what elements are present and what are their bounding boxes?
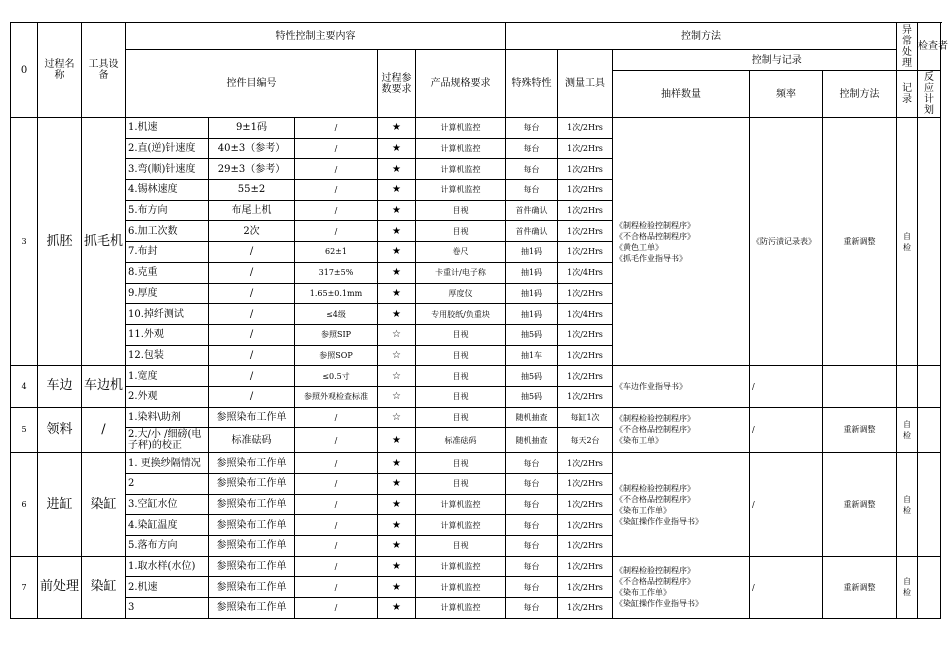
measure-tool: 计算机监控 (416, 598, 506, 619)
header-row-no: 0 (11, 23, 38, 118)
process-param: 9±1码 (209, 118, 295, 139)
frequency: 1次/2Hrs (558, 453, 613, 474)
header-process-name: 过程名称 (38, 23, 82, 118)
item-no: 8.克重 (126, 262, 209, 283)
control-method: 《制程检验控制程序》 《不合格品控制程序》 《黄色工单》 《抓毛作业指导书》 (613, 118, 750, 366)
process-param: 参照染布工作单 (209, 474, 295, 495)
measure-tool: 目视 (416, 200, 506, 221)
product-spec: 参照SOP (295, 345, 378, 366)
item-no: 2.外观 (126, 386, 209, 407)
product-spec: / (295, 494, 378, 515)
process-param: 29±3（参考） (209, 159, 295, 180)
item-no: 2.机速 (126, 577, 209, 598)
frequency: 1次/2Hrs (558, 180, 613, 201)
section-tool: 染缸 (82, 453, 126, 556)
process-param: 参照染布工作单 (209, 407, 295, 428)
record: / (750, 366, 823, 407)
item-no: 2 (126, 474, 209, 495)
sample-qty: 抽5码 (506, 366, 558, 387)
item-no: 7.布封 (126, 242, 209, 263)
frequency: 每缸1次 (558, 407, 613, 428)
measure-tool: 目视 (416, 386, 506, 407)
process-param: / (209, 304, 295, 325)
section-process: 进缸 (38, 453, 82, 556)
special-mark: ☆ (378, 345, 416, 366)
process-param: 40±3（参考） (209, 138, 295, 159)
frequency: 1次/2Hrs (558, 242, 613, 263)
measure-tool: 标准砝码 (416, 428, 506, 453)
special-mark: ★ (378, 556, 416, 577)
table-row (11, 453, 941, 474)
measure-tool: 计算机监控 (416, 515, 506, 536)
special-mark: ☆ (378, 407, 416, 428)
measure-tool: 计算机监控 (416, 180, 506, 201)
section-no: 4 (11, 366, 38, 407)
operator-check-label: 自检 (903, 419, 911, 440)
process-param: / (209, 366, 295, 387)
sample-qty: 抽1车 (506, 345, 558, 366)
section-no: 3 (11, 118, 38, 366)
section-no: 7 (11, 556, 38, 618)
table-row (11, 556, 941, 577)
reaction-plan (823, 366, 897, 407)
header-record: 记录 (897, 71, 918, 118)
record: / (750, 453, 823, 556)
frequency: 1次/2Hrs (558, 515, 613, 536)
process-param: / (209, 262, 295, 283)
section-tool: / (82, 407, 126, 453)
reaction-plan: 重新调整 (823, 407, 897, 453)
process-param: 参照染布工作单 (209, 536, 295, 557)
section-process: 领料 (38, 407, 82, 453)
process-param: 参照染布工作单 (209, 556, 295, 577)
sample-qty: 抽1码 (506, 242, 558, 263)
sample-qty: 每台 (506, 138, 558, 159)
process-param: 布尾上机 (209, 200, 295, 221)
measure-tool: 卡重计/电子称 (416, 262, 506, 283)
product-spec: / (295, 474, 378, 495)
product-spec: ≤0.5寸 (295, 366, 378, 387)
frequency: 1次/2Hrs (558, 598, 613, 619)
measure-tool: 目视 (416, 453, 506, 474)
sample-qty: 首件确认 (506, 200, 558, 221)
item-no: 1. 更换纱隔情况 (126, 453, 209, 474)
special-mark: ★ (378, 180, 416, 201)
sample-qty: 随机抽查 (506, 407, 558, 428)
process-param: / (209, 386, 295, 407)
item-no: 1.机速 (126, 118, 209, 139)
process-param: / (209, 242, 295, 263)
sample-qty: 随机抽查 (506, 428, 558, 453)
sample-qty: 每台 (506, 577, 558, 598)
measure-tool: 目视 (416, 366, 506, 387)
process-param: 参照染布工作单 (209, 515, 295, 536)
reaction-plan: 重新调整 (823, 556, 897, 618)
process-param: / (209, 345, 295, 366)
section-tool: 车边机 (82, 366, 126, 407)
measure-tool: 计算机监控 (416, 159, 506, 180)
header-measure-tool: 测量工具 (558, 50, 613, 118)
sample-qty: 每台 (506, 118, 558, 139)
process-param: / (209, 283, 295, 304)
patrol-check (918, 453, 941, 556)
process-param: 2次 (209, 221, 295, 242)
special-mark: ★ (378, 200, 416, 221)
product-spec: / (295, 159, 378, 180)
measure-tool: 计算机监控 (416, 577, 506, 598)
item-no: 3.空缸水位 (126, 494, 209, 515)
reaction-plan: 重新调整 (823, 118, 897, 366)
table-row (11, 366, 941, 387)
frequency: 1次/2Hrs (558, 221, 613, 242)
sample-qty: 每台 (506, 474, 558, 495)
product-spec: / (295, 453, 378, 474)
header-inspector: 检查者 (918, 23, 941, 71)
patrol-check (918, 366, 941, 407)
special-mark: ★ (378, 283, 416, 304)
process-param: 标准砝码 (209, 428, 295, 453)
product-spec: / (295, 556, 378, 577)
frequency: 每天2台 (558, 428, 613, 453)
table-row (11, 118, 941, 139)
process-param: 55±2 (209, 180, 295, 201)
section-process: 前处理 (38, 556, 82, 618)
frequency: 1次/2Hrs (558, 494, 613, 515)
sample-qty: 每台 (506, 598, 558, 619)
special-mark: ★ (378, 138, 416, 159)
item-no: 1.取水样(水位) (126, 556, 209, 577)
header-sample-qty: 抽样数量 (613, 71, 750, 118)
header-product-spec: 产品规格要求 (416, 50, 506, 118)
header-anomaly: 异常处理 (897, 23, 918, 71)
item-no: 9.厚度 (126, 283, 209, 304)
control-method: 《制程检验控制程序》 《不合格品控制程序》 《染布工作单》 《染缸操作作业指导书》 (613, 556, 750, 618)
item-no: 2.大/小 /细磅(电子秤)的校正 (126, 428, 209, 453)
special-mark: ★ (378, 598, 416, 619)
header-frequency: 频率 (750, 71, 823, 118)
measure-tool: 目视 (416, 324, 506, 345)
operator-check (897, 453, 918, 556)
section-tool: 抓毛机 (82, 118, 126, 366)
control-plan-sheet (10, 22, 948, 672)
measure-tool: 目视 (416, 536, 506, 557)
frequency: 1次/2Hrs (558, 577, 613, 598)
sample-qty: 每台 (506, 515, 558, 536)
control-method: 《制程检验控制程序》 《不合格品控制程序》 《染布工作单》 《染缸操作作业指导书》 (613, 453, 750, 556)
special-mark: ★ (378, 262, 416, 283)
sample-qty: 抽5码 (506, 386, 558, 407)
item-no: 12.包装 (126, 345, 209, 366)
special-mark: ★ (378, 221, 416, 242)
patrol-check (918, 556, 941, 618)
sample-qty: 每台 (506, 180, 558, 201)
operator-check-label: 自检 (903, 494, 911, 515)
item-no: 4.锡林速度 (126, 180, 209, 201)
special-mark: ★ (378, 118, 416, 139)
control-method: 《车边作业指导书》 (613, 366, 750, 407)
item-no: 5.落布方向 (126, 536, 209, 557)
item-no: 2.直(逆)针速度 (126, 138, 209, 159)
product-spec: / (295, 428, 378, 453)
sample-qty: 抽1码 (506, 262, 558, 283)
frequency: 1次/2Hrs (558, 536, 613, 557)
product-spec: 317±5% (295, 262, 378, 283)
product-spec: / (295, 598, 378, 619)
process-param: 参照染布工作单 (209, 577, 295, 598)
measure-tool: 卷尺 (416, 242, 506, 263)
section-process: 抓胚 (38, 118, 82, 366)
frequency: 1次/2Hrs (558, 118, 613, 139)
operator-check (897, 118, 918, 366)
special-mark: ★ (378, 474, 416, 495)
sample-qty: 抽1码 (506, 283, 558, 304)
product-spec: 1.65±0.1mm (295, 283, 378, 304)
item-no: 10.掉纤测试 (126, 304, 209, 325)
special-mark: ☆ (378, 324, 416, 345)
measure-tool: 目视 (416, 407, 506, 428)
sample-qty: 每台 (506, 159, 558, 180)
measure-tool: 目视 (416, 474, 506, 495)
item-no: 5.布方向 (126, 200, 209, 221)
product-spec: / (295, 180, 378, 201)
special-mark: ★ (378, 159, 416, 180)
frequency: 1次/4Hrs (558, 262, 613, 283)
measure-tool: 厚度仪 (416, 283, 506, 304)
section-no: 6 (11, 453, 38, 556)
special-mark: ★ (378, 515, 416, 536)
measure-tool: 专用胶纸/负重块 (416, 304, 506, 325)
process-param: 参照染布工作单 (209, 494, 295, 515)
special-mark: ☆ (378, 366, 416, 387)
header-characteristics-group: 特性控制主要内容 (126, 23, 506, 50)
product-spec: 参照外观检查标准 (295, 386, 378, 407)
operator-check-label: 自检 (903, 577, 911, 598)
operator-check-label: 自检 (903, 231, 911, 252)
header-tool-equipment: 工具设备 (82, 23, 126, 118)
operator-check (897, 366, 918, 407)
measure-tool: 计算机监控 (416, 118, 506, 139)
measure-tool: 目视 (416, 221, 506, 242)
special-mark: ★ (378, 242, 416, 263)
product-spec: / (295, 200, 378, 221)
patrol-check (918, 407, 941, 453)
control-method: 《制程检验控制程序》 《不合格品控制程序》 《染布工单》 (613, 407, 750, 453)
frequency: 1次/2Hrs (558, 159, 613, 180)
sample-qty: 每台 (506, 556, 558, 577)
sample-qty: 每台 (506, 494, 558, 515)
header-control-method-group: 控制方法 (506, 23, 897, 50)
item-no: 3.弯(顺)针速度 (126, 159, 209, 180)
special-mark: ★ (378, 304, 416, 325)
product-spec: 参照SIP (295, 324, 378, 345)
control-plan-table (10, 22, 948, 619)
record: / (750, 556, 823, 618)
sample-qty: 抽1码 (506, 304, 558, 325)
product-spec: / (295, 515, 378, 536)
sample-qty: 每台 (506, 536, 558, 557)
sample-qty: 每台 (506, 453, 558, 474)
frequency: 1次/2Hrs (558, 283, 613, 304)
table-row (11, 407, 941, 428)
section-process: 车边 (38, 366, 82, 407)
measure-tool: 计算机监控 (416, 494, 506, 515)
special-mark: ★ (378, 453, 416, 474)
header-control-record-group: 控制与记录 (613, 50, 941, 71)
special-mark: ★ (378, 494, 416, 515)
product-spec: / (295, 407, 378, 428)
patrol-check (918, 118, 941, 366)
record: 《防污渍记录表》 (750, 118, 823, 366)
section-no: 5 (11, 407, 38, 453)
product-spec: 62±1 (295, 242, 378, 263)
process-param: 参照染布工作单 (209, 453, 295, 474)
frequency: 1次/2Hrs (558, 556, 613, 577)
header-control-method: 控制方法 (823, 71, 897, 118)
frequency: 1次/2Hrs (558, 345, 613, 366)
product-spec: / (295, 536, 378, 557)
special-mark: ★ (378, 577, 416, 598)
header-reaction-plan: 反应计划 (918, 71, 941, 118)
item-no: 11.外观 (126, 324, 209, 345)
frequency: 1次/2Hrs (558, 386, 613, 407)
measure-tool: 计算机监控 (416, 138, 506, 159)
product-spec: / (295, 577, 378, 598)
reaction-plan: 重新调整 (823, 453, 897, 556)
frequency: 1次/4Hrs (558, 304, 613, 325)
item-no: 3 (126, 598, 209, 619)
special-mark: ★ (378, 536, 416, 557)
process-param: / (209, 324, 295, 345)
sample-qty: 首件确认 (506, 221, 558, 242)
operator-check (897, 407, 918, 453)
item-no: 4.染缸温度 (126, 515, 209, 536)
record: / (750, 407, 823, 453)
item-no: 1.宽度 (126, 366, 209, 387)
measure-tool: 计算机监控 (416, 556, 506, 577)
product-spec: ≤4级 (295, 304, 378, 325)
item-no: 1.染料\助剂 (126, 407, 209, 428)
product-spec: / (295, 138, 378, 159)
item-no: 6.加工次数 (126, 221, 209, 242)
measure-tool: 目视 (416, 345, 506, 366)
process-param: 参照染布工作单 (209, 598, 295, 619)
frequency: 1次/2Hrs (558, 324, 613, 345)
header-item-no: 控件目编号 (126, 50, 378, 118)
frequency: 1次/2Hrs (558, 474, 613, 495)
frequency: 1次/2Hrs (558, 366, 613, 387)
frequency: 1次/2Hrs (558, 200, 613, 221)
header-special: 特殊特性 (506, 50, 558, 118)
frequency: 1次/2Hrs (558, 138, 613, 159)
section-tool: 染缸 (82, 556, 126, 618)
header-process-param: 过程参数要求 (378, 50, 416, 118)
operator-check (897, 556, 918, 618)
product-spec: / (295, 118, 378, 139)
special-mark: ☆ (378, 386, 416, 407)
special-mark: ★ (378, 428, 416, 453)
sample-qty: 抽5码 (506, 324, 558, 345)
product-spec: / (295, 221, 378, 242)
